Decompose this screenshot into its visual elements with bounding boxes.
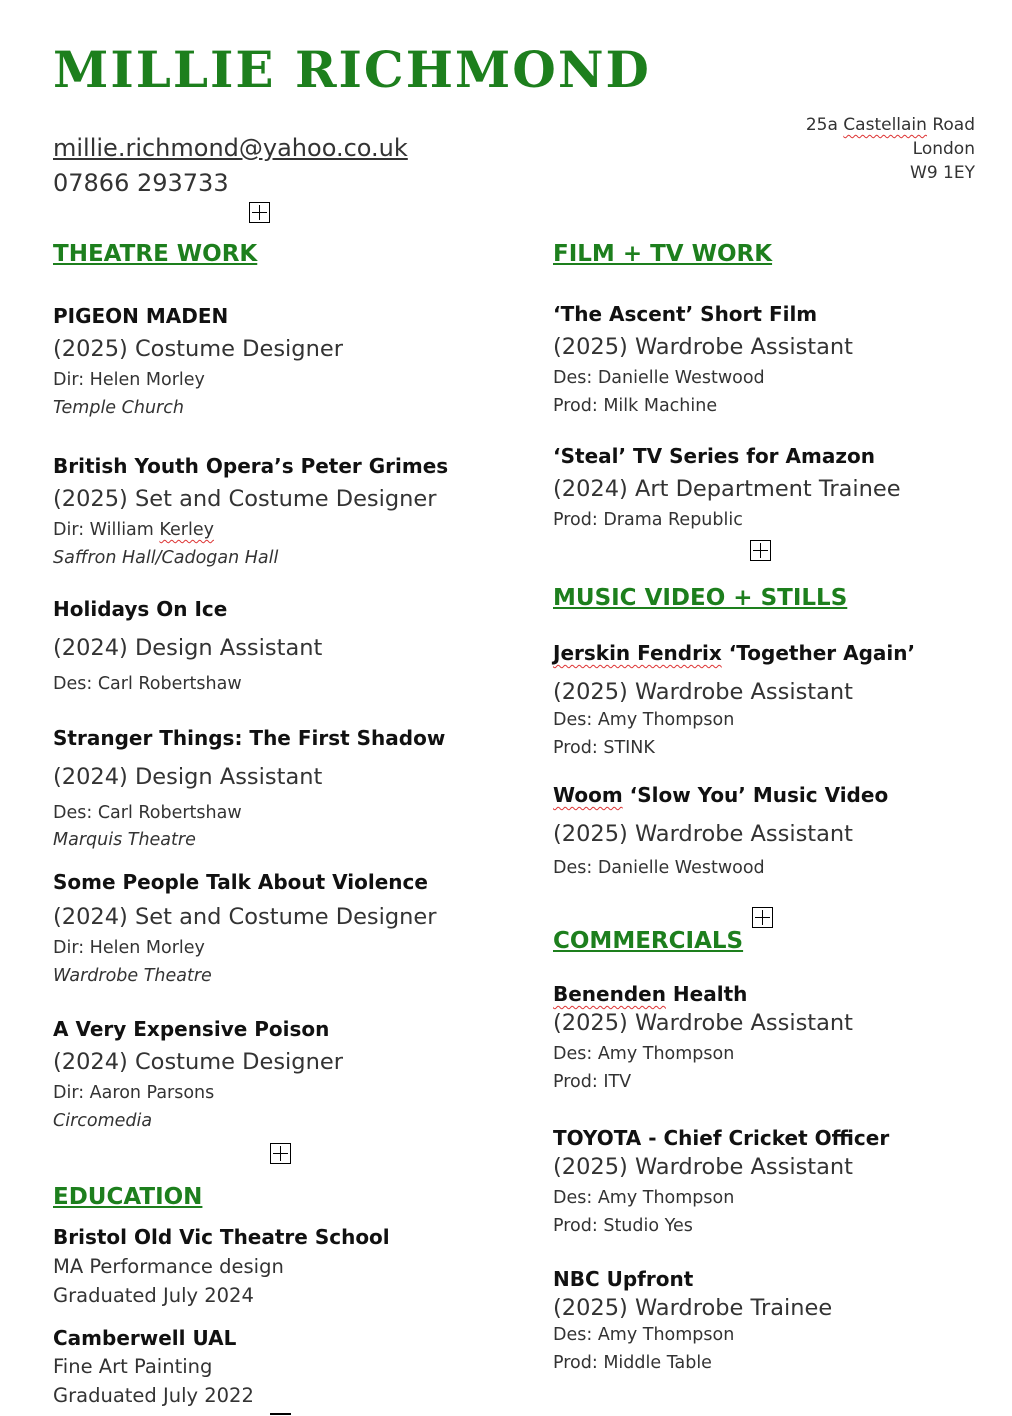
entry-title: PIGEON MADEN bbox=[53, 304, 229, 328]
entry-role: (2024) Design Assistant bbox=[53, 764, 323, 790]
entry-detail: Prod: Studio Yes bbox=[553, 1216, 693, 1236]
entry-detail: Dir: William Kerley bbox=[53, 520, 214, 540]
table-move-handle-icon[interactable] bbox=[270, 1413, 291, 1415]
section-heading-commercials: COMMERCIALS bbox=[553, 928, 744, 954]
education-title: Camberwell UAL bbox=[53, 1326, 237, 1350]
entry-title: Holidays On Ice bbox=[53, 597, 228, 621]
entry-role: (2025) Wardrobe Assistant bbox=[553, 1154, 854, 1180]
address-line: W9 1EY bbox=[910, 163, 975, 183]
entry-detail: Des: Amy Thompson bbox=[553, 710, 735, 730]
entry-detail: Dir: Helen Morley bbox=[53, 370, 205, 390]
education-title: Bristol Old Vic Theatre School bbox=[53, 1225, 390, 1249]
entry-title: British Youth Opera’s Peter Grimes bbox=[53, 454, 449, 478]
entry-venue: Circomedia bbox=[53, 1111, 153, 1131]
entry-detail: Des: Danielle Westwood bbox=[553, 368, 765, 388]
section-heading-film-tv: FILM + TV WORK bbox=[553, 241, 773, 267]
entry-detail: Des: Amy Thompson bbox=[553, 1044, 735, 1064]
table-move-handle-icon[interactable] bbox=[249, 202, 270, 223]
education-course: MA Performance design bbox=[53, 1255, 284, 1278]
education-date: Graduated July 2022 bbox=[53, 1384, 254, 1407]
section-heading-education: EDUCATION bbox=[53, 1184, 203, 1210]
entry-title: TOYOTA - Chief Cricket Officer bbox=[553, 1126, 890, 1150]
entry-role: (2025) Wardrobe Assistant bbox=[553, 821, 854, 847]
entry-title: Woom ‘Slow You’ Music Video bbox=[553, 783, 889, 807]
entry-title: Benenden Health bbox=[553, 982, 748, 1006]
education-course: Fine Art Painting bbox=[53, 1355, 213, 1378]
section-heading-music-video: MUSIC VIDEO + STILLS bbox=[553, 585, 848, 611]
entry-detail: Prod: Milk Machine bbox=[553, 396, 718, 416]
entry-role: (2025) Set and Costume Designer bbox=[53, 486, 437, 512]
entry-detail: Prod: Middle Table bbox=[553, 1353, 712, 1373]
entry-detail: Des: Danielle Westwood bbox=[553, 858, 765, 878]
entry-title: ‘The Ascent’ Short Film bbox=[553, 302, 818, 326]
entry-detail: Des: Amy Thompson bbox=[553, 1325, 735, 1345]
entry-role: (2024) Set and Costume Designer bbox=[53, 904, 437, 930]
entry-role: (2025) Wardrobe Trainee bbox=[553, 1295, 833, 1321]
section-heading-theatre: THEATRE WORK bbox=[53, 241, 258, 267]
entry-title: NBC Upfront bbox=[553, 1267, 694, 1291]
entry-detail: Des: Carl Robertshaw bbox=[53, 803, 242, 823]
entry-venue: Temple Church bbox=[53, 398, 184, 418]
entry-title: Jerskin Fendrix ‘Together Again’ bbox=[553, 641, 916, 665]
entry-title: A Very Expensive Poison bbox=[53, 1017, 330, 1041]
table-move-handle-icon[interactable] bbox=[750, 540, 771, 561]
spellcheck-word[interactable]: Jerskin Fendrix bbox=[553, 641, 722, 665]
entry-detail: Dir: Aaron Parsons bbox=[53, 1083, 215, 1103]
spellcheck-word[interactable]: Kerley bbox=[159, 520, 214, 540]
entry-venue: Wardrobe Theatre bbox=[53, 966, 212, 986]
entry-role: (2024) Art Department Trainee bbox=[553, 476, 901, 502]
entry-role: (2024) Costume Designer bbox=[53, 1049, 343, 1075]
email-link[interactable]: millie.richmond@yahoo.co.uk bbox=[53, 134, 408, 162]
spellcheck-word[interactable]: Castellain bbox=[843, 115, 927, 135]
candidate-name: MILLIE RICHMOND bbox=[53, 40, 651, 99]
table-move-handle-icon[interactable] bbox=[270, 1143, 291, 1164]
entry-role: (2025) Wardrobe Assistant bbox=[553, 679, 854, 705]
entry-detail: Des: Amy Thompson bbox=[553, 1188, 735, 1208]
entry-role: (2024) Design Assistant bbox=[53, 635, 323, 661]
table-move-handle-icon[interactable] bbox=[752, 907, 773, 928]
address-block bbox=[806, 113, 975, 185]
address-line: London bbox=[912, 139, 975, 159]
entry-role: (2025) Costume Designer bbox=[53, 336, 343, 362]
spellcheck-word[interactable]: Woom bbox=[553, 783, 623, 807]
spellcheck-word[interactable]: Benenden bbox=[553, 982, 666, 1006]
entry-title: ‘Steal’ TV Series for Amazon bbox=[553, 444, 875, 468]
phone-number: 07866 293733 bbox=[53, 169, 229, 197]
entry-role: (2025) Wardrobe Assistant bbox=[553, 334, 854, 360]
address-line: 25a Castellain Road bbox=[805, 115, 975, 135]
entry-detail: Prod: Drama Republic bbox=[553, 510, 743, 530]
entry-title: Some People Talk About Violence bbox=[53, 870, 428, 894]
entry-detail: Dir: Helen Morley bbox=[53, 938, 205, 958]
entry-detail: Des: Carl Robertshaw bbox=[53, 674, 242, 694]
entry-venue: Saffron Hall/Cadogan Hall bbox=[53, 548, 279, 568]
entry-detail: Prod: STINK bbox=[553, 738, 655, 758]
entry-title: Stranger Things: The First Shadow bbox=[53, 726, 446, 750]
entry-detail: Prod: ITV bbox=[553, 1072, 632, 1092]
entry-venue: Marquis Theatre bbox=[53, 830, 196, 850]
entry-role: (2025) Wardrobe Assistant bbox=[553, 1010, 854, 1036]
education-date: Graduated July 2024 bbox=[53, 1284, 254, 1307]
